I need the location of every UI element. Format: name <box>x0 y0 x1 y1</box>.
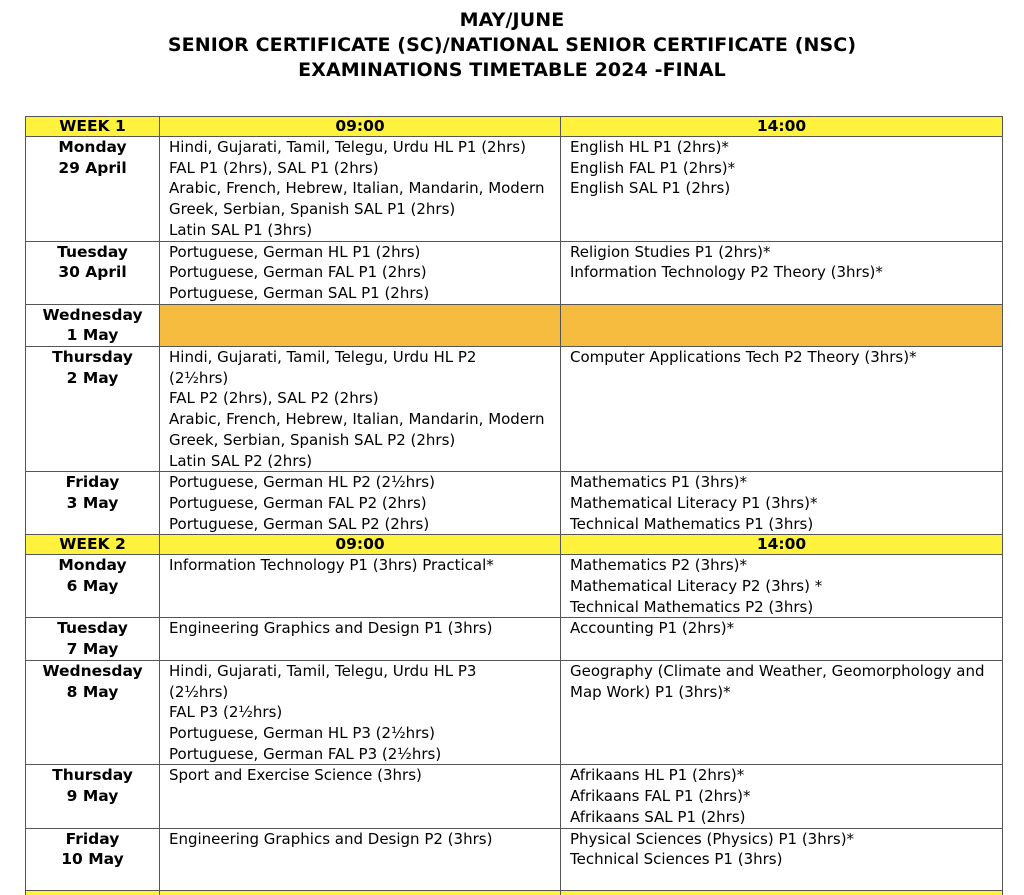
exam-paper-line: Afrikaans HL P1 (2hrs)* <box>570 766 745 785</box>
afternoon-session-cell <box>561 828 1003 890</box>
morning-session-cell <box>160 555 561 618</box>
exam-paper-line: Geography (Climate and Weather, Geomorphology and <box>570 661 985 680</box>
exam-paper-line: Engineering Graphics and Design P2 (3hrs) <box>169 829 493 848</box>
title-line-3: EXAMINATIONS TIMETABLE 2024 -FINAL <box>298 59 726 81</box>
next-week-header-cell <box>561 890 1003 895</box>
day-cell <box>26 347 160 472</box>
afternoon-session-cell <box>561 618 1003 660</box>
exam-paper-line: FAL P1 (2hrs), SAL P1 (2hrs) <box>169 158 379 177</box>
exam-paper-line: Mathematics P1 (3hrs)* <box>570 473 748 492</box>
morning-session-cell <box>160 618 561 660</box>
exam-paper-line: Hindi, Gujarati, Tamil, Telegu, Urdu HL P2 <box>169 348 477 367</box>
exam-paper-line: Technical Sciences P1 (3hrs) <box>570 850 783 869</box>
morning-session-cell <box>160 304 561 346</box>
afternoon-session-cell <box>561 765 1003 828</box>
exam-paper-line: Technical Mathematics P1 (3hrs) <box>570 514 814 533</box>
exam-paper-line: Afrikaans FAL P1 (2hrs)* <box>570 787 751 806</box>
day-cell <box>26 660 160 765</box>
exam-paper-line: FAL P2 (2hrs), SAL P2 (2hrs) <box>169 389 379 408</box>
exam-paper-line: Hindi, Gujarati, Tamil, Telegu, Urdu HL P1 (2hrs) <box>169 138 526 156</box>
day-name: Thursday <box>52 348 133 367</box>
day-date: 8 May <box>66 682 119 701</box>
morning-session-cell <box>160 137 561 242</box>
session-time-afternoon: 14:00 <box>561 535 1003 555</box>
morning-session-cell <box>160 347 561 472</box>
day-name: Tuesday <box>57 619 128 638</box>
day-cell <box>26 828 160 890</box>
day-date: 2 May <box>66 368 119 387</box>
morning-session-cell <box>160 765 561 828</box>
week-label: WEEK 1 <box>26 117 160 137</box>
exam-paper-line: Greek, Serbian, Spanish SAL P2 (2hrs) <box>169 430 456 449</box>
exam-paper-line: Sport and Exercise Science (3hrs) <box>169 766 422 785</box>
afternoon-session-cell <box>561 241 1003 304</box>
exam-paper-line: Religion Studies P1 (2hrs)* <box>570 242 771 261</box>
exam-day-row <box>26 765 1003 828</box>
afternoon-session-cell <box>561 660 1003 765</box>
morning-session-cell <box>160 472 561 535</box>
day-cell <box>26 765 160 828</box>
afternoon-session-cell <box>561 472 1003 535</box>
exam-day-row <box>26 137 1003 242</box>
day-cell <box>26 304 160 346</box>
exam-day-row <box>26 618 1003 660</box>
exam-paper-line: Physical Sciences (Physics) P1 (3hrs)* <box>570 829 855 848</box>
day-cell <box>26 241 160 304</box>
exam-paper-line: English SAL P1 (2hrs) <box>570 179 731 198</box>
day-date: 1 May <box>66 326 119 345</box>
day-name: Monday <box>58 556 127 575</box>
exam-paper-line: Latin SAL P1 (3hrs) <box>169 220 313 239</box>
next-week-header-cell <box>160 890 561 895</box>
exam-paper-line: Portuguese, German FAL P3 (2½hrs) <box>169 744 442 763</box>
exam-paper-line: Mathematics P2 (3hrs)* <box>570 556 748 575</box>
exam-paper-line: Portuguese, German SAL P2 (2hrs) <box>169 514 430 533</box>
day-cell <box>26 472 160 535</box>
exam-paper-line: Information Technology P2 Theory (3hrs)* <box>570 263 883 282</box>
exam-paper-line: Arabic, French, Hebrew, Italian, Mandarin, Modern <box>169 410 545 429</box>
exam-paper-line: Latin SAL P2 (2hrs) <box>169 451 313 470</box>
day-date: 7 May <box>66 640 119 659</box>
exam-paper-line: Mathematical Literacy P2 (3hrs) * <box>570 577 823 596</box>
day-date: 30 April <box>58 263 127 282</box>
exam-day-row <box>26 555 1003 618</box>
exam-day-row <box>26 304 1003 346</box>
session-time-morning: 09:00 <box>160 117 561 137</box>
day-name: Wednesday <box>42 305 143 324</box>
exam-paper-line: (2½hrs) <box>169 682 229 701</box>
exam-paper-line: English FAL P1 (2hrs)* <box>570 158 736 177</box>
week-header-row <box>26 535 1003 555</box>
day-date: 10 May <box>61 850 124 869</box>
day-date: 3 May <box>66 493 119 512</box>
exam-paper-line: Information Technology P1 (3hrs) Practical* <box>169 556 494 575</box>
exam-paper-line: Portuguese, German HL P1 (2hrs) <box>169 242 421 261</box>
session-time-morning: 09:00 <box>160 535 561 555</box>
exam-paper-line: Portuguese, German SAL P1 (2hrs) <box>169 283 430 302</box>
exam-day-row <box>26 660 1003 765</box>
exam-paper-line: Arabic, French, Hebrew, Italian, Mandarin, Modern <box>169 179 545 198</box>
morning-session-cell <box>160 660 561 765</box>
exam-day-row <box>26 828 1003 890</box>
day-cell <box>26 618 160 660</box>
exam-paper-line: Hindi, Gujarati, Tamil, Telegu, Urdu HL P3 <box>169 661 477 680</box>
morning-session-cell <box>160 828 561 890</box>
day-cell <box>26 555 160 618</box>
afternoon-session-cell <box>561 555 1003 618</box>
exam-paper-line: Portuguese, German HL P2 (2½hrs) <box>169 473 435 492</box>
week-label: WEEK 2 <box>26 535 160 555</box>
exam-paper-line: Accounting P1 (2hrs)* <box>570 619 735 638</box>
exam-paper-line: Afrikaans SAL P1 (2hrs) <box>570 807 746 826</box>
day-date: 9 May <box>66 787 119 806</box>
exam-day-row <box>26 472 1003 535</box>
day-name: Friday <box>65 473 120 492</box>
title-line-2: SENIOR CERTIFICATE (SC)/NATIONAL SENIOR CERTIFICATE (NSC) <box>167 34 857 56</box>
day-date: 29 April <box>58 158 127 177</box>
day-name: Tuesday <box>57 242 128 261</box>
exam-paper-line: Portuguese, German FAL P2 (2hrs) <box>169 493 427 512</box>
exam-paper-line: Greek, Serbian, Spanish SAL P1 (2hrs) <box>169 200 456 219</box>
day-date: 6 May <box>66 577 119 596</box>
exam-paper-line: FAL P3 (2½hrs) <box>169 703 283 722</box>
afternoon-session-cell <box>561 347 1003 472</box>
afternoon-session-cell <box>561 137 1003 242</box>
day-name: Thursday <box>52 766 133 785</box>
morning-session-cell <box>160 241 561 304</box>
afternoon-session-cell <box>561 304 1003 346</box>
day-name: Friday <box>65 829 120 848</box>
title-line-1: MAY/JUNE <box>459 9 565 31</box>
exam-paper-line: Engineering Graphics and Design P1 (3hrs) <box>169 619 493 638</box>
exam-paper-line: Map Work) P1 (3hrs)* <box>570 682 731 701</box>
exam-day-row <box>26 347 1003 472</box>
exam-paper-line: Portuguese, German FAL P1 (2hrs) <box>169 263 427 282</box>
exam-paper-line: Computer Applications Tech P2 Theory (3hrs)* <box>570 348 917 367</box>
week-header-row <box>26 117 1003 137</box>
session-time-afternoon: 14:00 <box>561 117 1003 137</box>
next-week-header-edge <box>26 890 1003 895</box>
exam-day-row <box>26 241 1003 304</box>
day-name: Monday <box>58 138 127 156</box>
exam-paper-line: (2½hrs) <box>169 368 229 387</box>
exam-timetable <box>25 116 1003 895</box>
day-cell <box>26 137 160 242</box>
exam-paper-line: Mathematical Literacy P1 (3hrs)* <box>570 493 818 512</box>
day-name: Wednesday <box>42 661 143 680</box>
document-title <box>0 8 1024 83</box>
exam-paper-line: Technical Mathematics P2 (3hrs) <box>570 597 814 616</box>
exam-paper-line: English HL P1 (2hrs)* <box>570 138 729 156</box>
exam-paper-line: Portuguese, German HL P3 (2½hrs) <box>169 723 435 742</box>
next-week-header-cell <box>26 890 160 895</box>
